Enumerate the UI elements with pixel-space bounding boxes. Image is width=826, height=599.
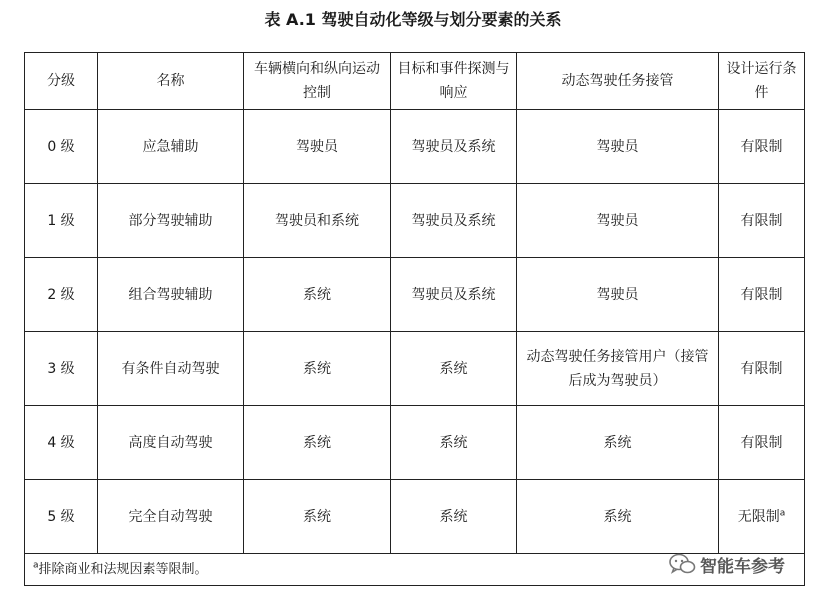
header-name: 名称 — [98, 53, 244, 110]
cell-odd: 有限制 — [719, 258, 805, 332]
cell-level: 3 级 — [25, 332, 98, 406]
cell-detect: 系统 — [391, 332, 517, 406]
cell-odd — [719, 480, 805, 554]
cell-fallback: 驾驶员 — [517, 184, 719, 258]
cell-odd: 有限制 — [719, 332, 805, 406]
watermark — [668, 551, 785, 577]
cell-fallback: 系统 — [517, 480, 719, 554]
cell-odd: 有限制 — [719, 406, 805, 480]
header-control: 车辆横向和纵向运动控制 — [244, 53, 391, 110]
header-row — [25, 53, 805, 110]
cell-fallback: 驾驶员 — [517, 258, 719, 332]
odd-value: 无限制 — [737, 508, 780, 525]
automation-levels-table — [24, 52, 805, 586]
cell-detect: 系统 — [391, 480, 517, 554]
cell-level: 4 级 — [25, 406, 98, 480]
cell-control: 系统 — [244, 332, 391, 406]
cell-detect: 驾驶员及系统 — [391, 258, 517, 332]
table-row — [25, 480, 805, 554]
table-row — [25, 184, 805, 258]
cell-control: 系统 — [244, 406, 391, 480]
cell-odd: 有限制 — [719, 184, 805, 258]
footnote-marker: a — [779, 507, 786, 518]
table-row — [25, 332, 805, 406]
cell-name: 高度自动驾驶 — [98, 406, 244, 480]
cell-name: 应急辅助 — [98, 110, 244, 184]
cell-name: 部分驾驶辅助 — [98, 184, 244, 258]
header-level: 分级 — [25, 53, 98, 110]
cell-fallback: 动态驾驶任务接管用户（接管后成为驾驶员） — [517, 332, 719, 406]
cell-detect: 驾驶员及系统 — [391, 184, 517, 258]
cell-detect: 系统 — [391, 406, 517, 480]
cell-odd: 有限制 — [719, 110, 805, 184]
header-detect: 目标和事件探测与响应 — [391, 53, 517, 110]
cell-control: 系统 — [244, 258, 391, 332]
cell-control: 驾驶员和系统 — [244, 184, 391, 258]
cell-level: 1 级 — [25, 184, 98, 258]
watermark-text: 智能车参考 — [700, 556, 785, 577]
table-row — [25, 406, 805, 480]
cell-name: 完全自动驾驶 — [98, 480, 244, 554]
cell-level: 5 级 — [25, 480, 98, 554]
footnote-text: 排除商业和法规因素等限制。 — [38, 561, 208, 577]
header-fallback: 动态驾驶任务接管 — [517, 53, 719, 110]
wechat-icon — [668, 552, 696, 576]
table-title: 表 A.1 驾驶自动化等级与划分要素的关系 — [264, 10, 562, 29]
footnote-mark: a — [33, 560, 39, 571]
cell-level: 0 级 — [25, 110, 98, 184]
cell-fallback: 驾驶员 — [517, 110, 719, 184]
cell-detect: 驾驶员及系统 — [391, 110, 517, 184]
cell-level: 2 级 — [25, 258, 98, 332]
cell-control: 系统 — [244, 480, 391, 554]
cell-control: 驾驶员 — [244, 110, 391, 184]
table-row — [25, 110, 805, 184]
header-odd: 设计运行条件 — [719, 53, 805, 110]
cell-name: 有条件自动驾驶 — [98, 332, 244, 406]
cell-name: 组合驾驶辅助 — [98, 258, 244, 332]
cell-fallback: 系统 — [517, 406, 719, 480]
table-row — [25, 258, 805, 332]
